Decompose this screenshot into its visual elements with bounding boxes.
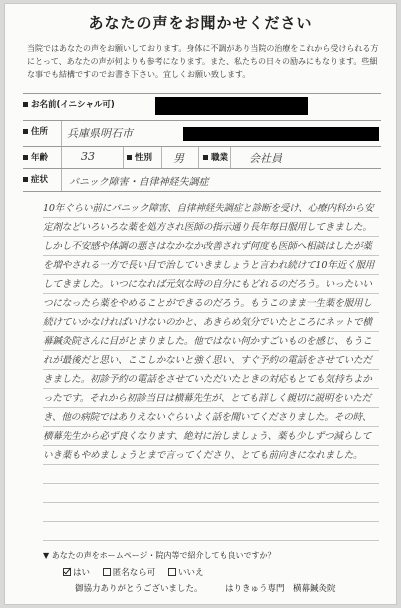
checkbox-checked-icon[interactable] — [63, 568, 71, 576]
job-label: 職業 — [203, 151, 228, 163]
job-value: 会社員 — [249, 152, 282, 165]
intro-text: 当院ではあなたの声をお願いしております。身体に不調があり当院の治療をこれから受けられる方にとって、あなたの声が何よりも参考になります。また、私たちの日々の励みにもなります。些細な事でも結構ですのでお書き下さい。宜しくお願い致します。 — [27, 44, 379, 79]
consent-option-yes[interactable]: はい — [63, 568, 90, 578]
consent-options — [63, 566, 213, 578]
age-value: 33 — [81, 150, 95, 163]
symptom-label: 症状 — [23, 173, 48, 185]
symptom-row — [23, 168, 381, 192]
square-bullet-icon — [23, 155, 28, 160]
square-bullet-icon — [127, 155, 132, 160]
name-row — [23, 93, 381, 120]
name-redaction — [155, 97, 308, 115]
address-redaction — [183, 127, 379, 141]
checkbox-icon[interactable] — [103, 568, 111, 576]
consent-option-anonymous[interactable]: 匿名なら可 — [103, 568, 156, 578]
gender-label: 性別 — [127, 151, 152, 163]
clinic-name: はりきゅう専門 横幕鍼灸院 — [225, 584, 336, 594]
checkbox-icon[interactable] — [168, 568, 176, 576]
testimonial-lined-area — [43, 199, 379, 547]
age-label: 年齢 — [23, 151, 48, 163]
address-row — [23, 120, 381, 146]
testimonial-text: 10年ぐらい前にパニック障害、自律神経失調症と診断を受け、心療内科から安定剤などいろいろな薬を処方され医師の指示通り長年毎日服用してきました。しかし不安感や体調の悪さはなかなか改善されず何度も医師へ相談はしたが薬を増やされる一方で長い目で治していきましょうと言われ続けて10年近く服用してきました。いつになれば元気な時の自分にもどれるのだろう。いったいいつになったら薬をやめることができるのだろう。もうこのまま一生薬を服用し続けていかなければいけないのかと、あきらめ気分でいたところにネットで横幕鍼灸院さんに目がとまりました。他ではない何かすごいものを感じ、もうこれが最後だと思い、ここしかないと強く思い、すぐ予約の電話をさせていただきました。初診予約の電話をさせていただいたときの対応もとても気持ちよかったです。それから初診当日は横幕先生が、とても詳しく親切に説明をいただき、他の病院ではありえないぐらいよく話を聞いてくださりました。その時、横幕先生から必ず良くなります、絶対に治しましょう、薬も少しずつ減らしていき薬もやめましょうとまで言ってくださり、とても前向きになれました。 — [43, 203, 375, 461]
square-bullet-icon — [23, 129, 28, 134]
consent-option-no[interactable]: いいえ — [168, 568, 204, 578]
square-bullet-icon — [23, 177, 28, 182]
square-bullet-icon — [203, 155, 208, 160]
consent-question: ▼ あなたの声をホームページ・院内等で紹介しても良いですか？ — [43, 551, 276, 560]
address-label: 住所 — [23, 125, 48, 137]
survey-sheet — [4, 3, 397, 605]
address-value: 兵庫県明石市 — [67, 127, 133, 140]
name-label: お名前(イニシャル可) — [23, 98, 115, 110]
gender-value: 男 — [173, 152, 184, 165]
age-row — [23, 146, 381, 168]
symptom-value: パニック障害・自律神経失調症 — [69, 177, 209, 188]
thanks-text: 御協力ありがとうございました。 — [75, 584, 203, 594]
survey-title: あなたの声をお聞かせください — [88, 14, 313, 32]
square-bullet-icon — [23, 102, 28, 107]
